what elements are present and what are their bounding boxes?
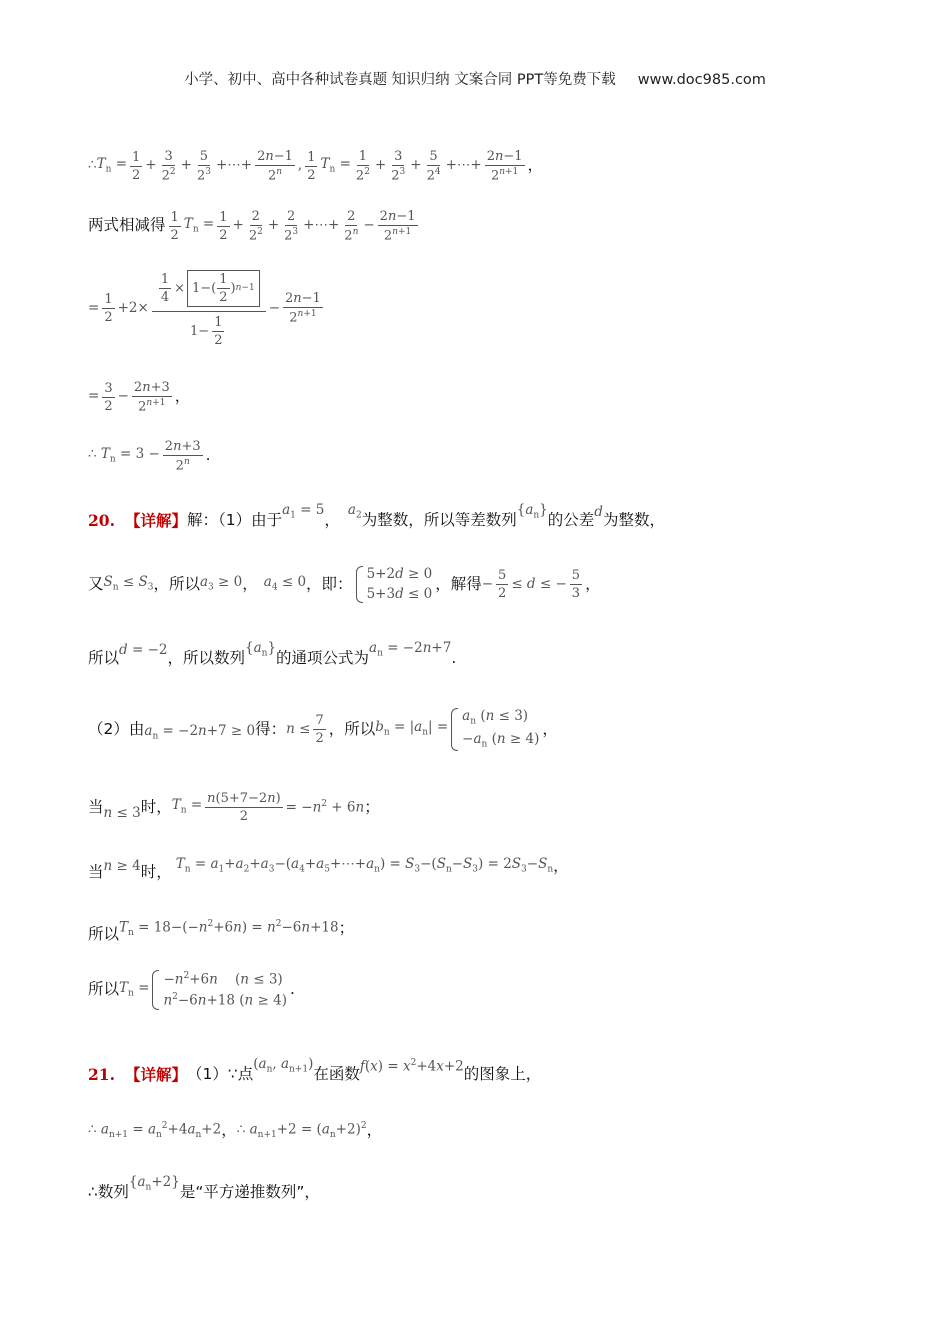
problem-21-heading: 21. 【详解】 （1）∵点 ($a_n$, $a_{n+1}$) 在函数 $f(x) = x^2+4x+2$ 的图象上， [88,1056,542,1084]
line-21-conclusion: ∴数列 $\{a_n+2\}$ 是“平方递推数列”， [88,1174,320,1201]
line-tn-series: ∴ $T_n$ = $\frac{1}{2}$ + $\frac{3}{2^2}$ + $\frac{5}{2^3}$ +⋯+ $\frac{2n-1}{2^n}$ , $\frac{1}{2}$ $T_n$ = $\frac{1}{2^2}$ + $\frac{3}{2^3}$ + $\frac{5}{2^4}$ +⋯+ $\frac{2n-1}{2^{n+1}}$ ， [88,149,544,184]
page-header [0,68,950,89]
line-subtract: 两式相减得 $\frac{1}{2}$ $T_n$ = $\frac{1}{2}$ + $\frac{2}{2^2}$ + $\frac{2}{2^3}$ +⋯+ $\frac{2}{2^n}$ − $\frac{2n-1}{2^{n+1}}$ [88,209,416,244]
problem-21-number: 21. [88,1064,115,1084]
header-text: 小学、初中、高中各种试卷真题 知识归纳 文案合同 PPT等免费下载 [184,72,616,88]
line-simplified: = $\frac{3}{2}$ − $\frac{2n+3}{2^{n+1}}$ ， [88,380,191,415]
line-20-part2: （2）由 $a_n = -2n+7 \ge 0$ 得： n ≤ $\frac{7}{2}$ ，所以 $b_n = |a_n|$ = $a_n$ (n ≤ 3) $-a_n$ (n ≥ 4) ， [88,708,558,750]
line-20-tn-ge4: 所以 $T_n = 18-(-n^2+6n) = n^2-6n+18$ ； [88,919,355,944]
problem-20-number: 20. [88,510,115,530]
line-geometric-sum: = $\frac{1}{2}$ +2× $\frac{1}{4}$ × 1−( $\frac{1}{2}$ ) n−1 1− $\frac{1}{2}$ − $\frac{2n-1}{2^{n+1}}$ [88,272,321,348]
line-20-tn-piecewise: 所以 $T_n$ = $-n^2+6n$ (n ≤ 3) $n^2-6n+18$ (n ≥ 4) . [88,971,295,1009]
problem-20-heading: 20. 【详解】 解：（1）由于 $a_1 = 5$ ， $a_2$ 为整数，所以等差数列 $\{a_n\}$ 的公差 d 为整数， [88,502,665,530]
line-20-case-le3: 当 n ≤ 3 时， $T_n$ = $\frac{n(5+7-2n)}{2}$ = $-n^2 + 6n$ ； [88,791,380,824]
line-tn-result: ∴ $T_n = 3$ − $\frac{2n+3}{2^n}$ . [88,439,211,474]
problem-21-tag: 【详解】 [124,1064,187,1084]
line-20-general-term: 所以 d = −2 ，所以数列 $\{a_n\}$ 的通项公式为 $a_n = -2n+7$ . [88,640,457,667]
line-21-recurrence: ∴ $a_{n+1} = a_n^2+4a_n+2$ ， ∴ $a_{n+1}+2 = (a_n+2)^2$ ， [88,1121,383,1141]
header-site: www.doc985.com [637,72,766,88]
line-20-case-ge4: 当 n ≥ 4 时， $T_n$ = $a_1+a_2+a_3-(a_4+a_5+\cdots+a_n) = S_3-(S_n-S_3) = 2S_3-S_n$ ， [88,856,569,881]
line-20-inequalities: 又 $S_n \le S_3$ ，所以 $a_3 \ge 0$ ， $a_4 \le 0$ ，即： 5+2d ≥ 0 5+3d ≤ 0 ，解得 − $\frac{5}{2}$ ≤ d ≤ − $\frac{5}{3}$ ， [88,566,601,602]
problem-20-tag: 【详解】 [124,510,187,530]
